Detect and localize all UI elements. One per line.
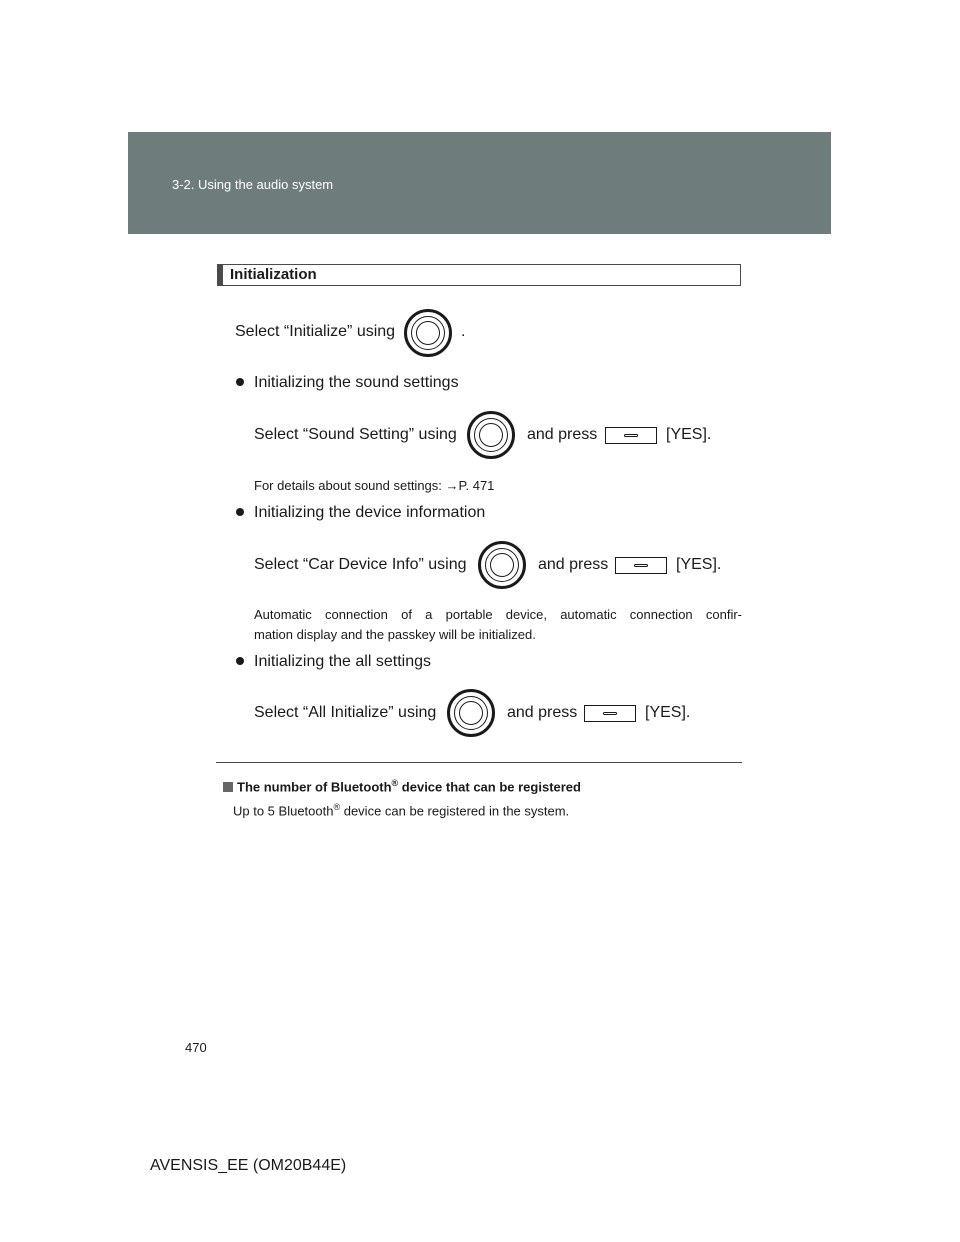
square-bullet-icon — [223, 782, 233, 792]
header-band — [128, 132, 831, 234]
section-heading-bar — [218, 265, 223, 285]
intro-text: Select “Initialize” using — [235, 323, 396, 340]
yes-text: [YES]. — [645, 704, 691, 721]
section-breadcrumb: 3-2. Using the audio system — [172, 177, 334, 192]
tune-select-knob-icon — [404, 309, 452, 357]
item-title: Initializing the sound settings — [236, 374, 459, 392]
section-divider — [216, 762, 742, 763]
item-note: Automatic connection of a portable device, automatic connection confir- mation display and the passkey will be initialized. — [254, 607, 742, 642]
page-number: 470 — [185, 1040, 207, 1055]
section-title: Initialization — [230, 266, 317, 283]
and-press-text: and press — [527, 426, 598, 443]
tune-select-knob-icon — [447, 689, 495, 737]
enter-button-icon — [615, 557, 667, 574]
enter-button-icon — [584, 705, 636, 722]
footer-model: AVENSIS_EE (OM20B44E) — [150, 1157, 347, 1174]
item-instruction: Select “Car Device Info” using — [254, 556, 467, 573]
tune-select-knob-icon — [467, 411, 515, 459]
enter-button-icon — [605, 427, 657, 444]
item-title: Initializing the all settings — [236, 653, 431, 671]
intro-period: . — [461, 323, 466, 340]
and-press-text: and press — [507, 704, 578, 721]
item-note: For details about sound settings: →P. 471 — [254, 478, 495, 493]
and-press-text: and press — [538, 556, 609, 573]
yes-text: [YES]. — [666, 426, 712, 443]
item-instruction: Select “Sound Setting” using — [254, 426, 457, 443]
item-title: Initializing the device information — [236, 504, 485, 522]
bullet-icon — [236, 657, 244, 665]
info-note-title: The number of Bluetooth® device that can be registered — [223, 778, 581, 794]
yes-text: [YES]. — [676, 556, 722, 573]
bullet-icon — [236, 508, 244, 516]
tune-select-knob-icon — [478, 541, 526, 589]
bullet-icon — [236, 378, 244, 386]
info-note-body: Up to 5 Bluetooth® device can be registered in the system. — [233, 802, 570, 819]
item-instruction: Select “All Initialize” using — [254, 704, 437, 721]
section-heading — [217, 264, 741, 286]
